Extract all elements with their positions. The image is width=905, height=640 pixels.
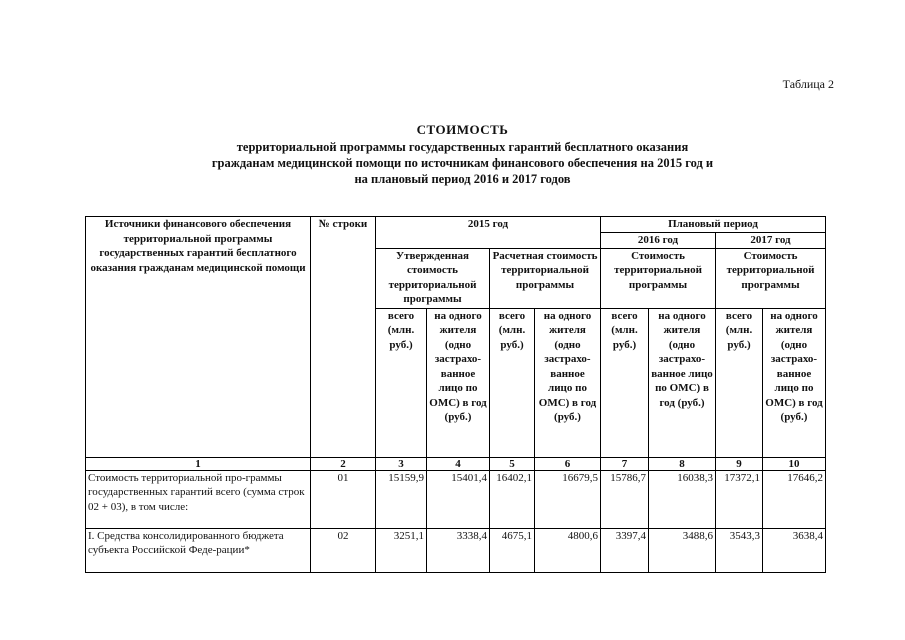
column-number: 6: [535, 457, 601, 470]
cell-per-resident-2015-calculated: 4800,6: [535, 528, 601, 572]
cell-per-resident-2015-approved: 15401,4: [427, 470, 490, 528]
header-year-2017: 2017 год: [716, 233, 826, 249]
column-number: 5: [490, 457, 535, 470]
document-title: [0, 122, 905, 187]
cell-per-resident-2015-calculated: 16679,5: [535, 470, 601, 528]
header-program-cost-2016: Стоимость территориальной программы: [601, 248, 716, 308]
row-label: Стоимость территориальной про-граммы государственных гарантий всего (сумма строк 02 + 03), в том числе:: [86, 470, 311, 528]
column-number: 9: [716, 457, 763, 470]
column-number: 2: [311, 457, 376, 470]
subheader-per-resident-2016: на одного жителя (одно застрахо-ванное лицо по ОМС) в год (руб.): [649, 308, 716, 457]
header-row-number: № строки: [311, 217, 376, 458]
subheader-total-2015-calculated: всего (млн. руб.): [490, 308, 535, 457]
cell-total-2015-approved: 3251,1: [376, 528, 427, 572]
title-line-2: гражданам медицинской помощи по источникам финансового обеспечения на 2015 год и: [211, 156, 714, 170]
table-number-label: Таблица 2: [782, 77, 834, 91]
cost-table: [85, 216, 826, 573]
cell-per-resident-2015-approved: 3338,4: [427, 528, 490, 572]
title-line-1: территориальной программы государственных гарантий бесплатного оказания: [236, 140, 689, 154]
cell-total-2015-calculated: 4675,1: [490, 528, 535, 572]
subheader-per-resident-2015-calculated: на одного жителя (одно застрахо-ванное лицо по ОМС) в год (руб.): [535, 308, 601, 457]
cell-total-2017: 3543,3: [716, 528, 763, 572]
table-row: [86, 528, 826, 572]
subheader-total-2015-approved: всего (млн. руб.): [376, 308, 427, 457]
title-line-3: на плановый период 2016 и 2017 годов: [354, 172, 571, 186]
subheader-per-resident-2015-approved: на одного жителя (одно застрахо-ванное лицо по ОМС) в год (руб.): [427, 308, 490, 457]
row-label: I. Средства консолидированного бюджета субъекта Российской Феде-рации*: [86, 528, 311, 572]
table-row: [86, 470, 826, 528]
header-sources: Источники финансового обеспечения территориальной программы государственных гарантий бесплатного оказания гражданам медицинской помощи: [86, 217, 311, 458]
cell-per-resident-2016: 3488,6: [649, 528, 716, 572]
cell-total-2016: 3397,4: [601, 528, 649, 572]
column-number-row: [86, 457, 826, 470]
column-number: 3: [376, 457, 427, 470]
header-calculated-cost: Расчетная стоимость территориальной программы: [490, 248, 601, 308]
cell-per-resident-2017: 3638,4: [763, 528, 826, 572]
row-code: 01: [311, 470, 376, 528]
column-number: 8: [649, 457, 716, 470]
subheader-total-2016: всего (млн. руб.): [601, 308, 649, 457]
header-year-2015: 2015 год: [376, 217, 601, 249]
cell-total-2017: 17372,1: [716, 470, 763, 528]
subheader-per-resident-2017: на одного жителя (одно застрахо-ванное лицо по ОМС) в год (руб.): [763, 308, 826, 457]
title-main: СТОИМОСТЬ: [416, 122, 509, 137]
column-number: 7: [601, 457, 649, 470]
column-number: 4: [427, 457, 490, 470]
cell-per-resident-2016: 16038,3: [649, 470, 716, 528]
cell-total-2015-calculated: 16402,1: [490, 470, 535, 528]
row-code: 02: [311, 528, 376, 572]
subheader-total-2017: всего (млн. руб.): [716, 308, 763, 457]
column-number: 1: [86, 457, 311, 470]
header-program-cost-2017: Стоимость территориальной программы: [716, 248, 826, 308]
header-planned-period: Плановый период: [601, 217, 826, 233]
header-year-2016: 2016 год: [601, 233, 716, 249]
cell-total-2015-approved: 15159,9: [376, 470, 427, 528]
column-number: 10: [763, 457, 826, 470]
header-approved-cost: Утвержденная стоимость территориальной программы: [376, 248, 490, 308]
cell-total-2016: 15786,7: [601, 470, 649, 528]
cell-per-resident-2017: 17646,2: [763, 470, 826, 528]
